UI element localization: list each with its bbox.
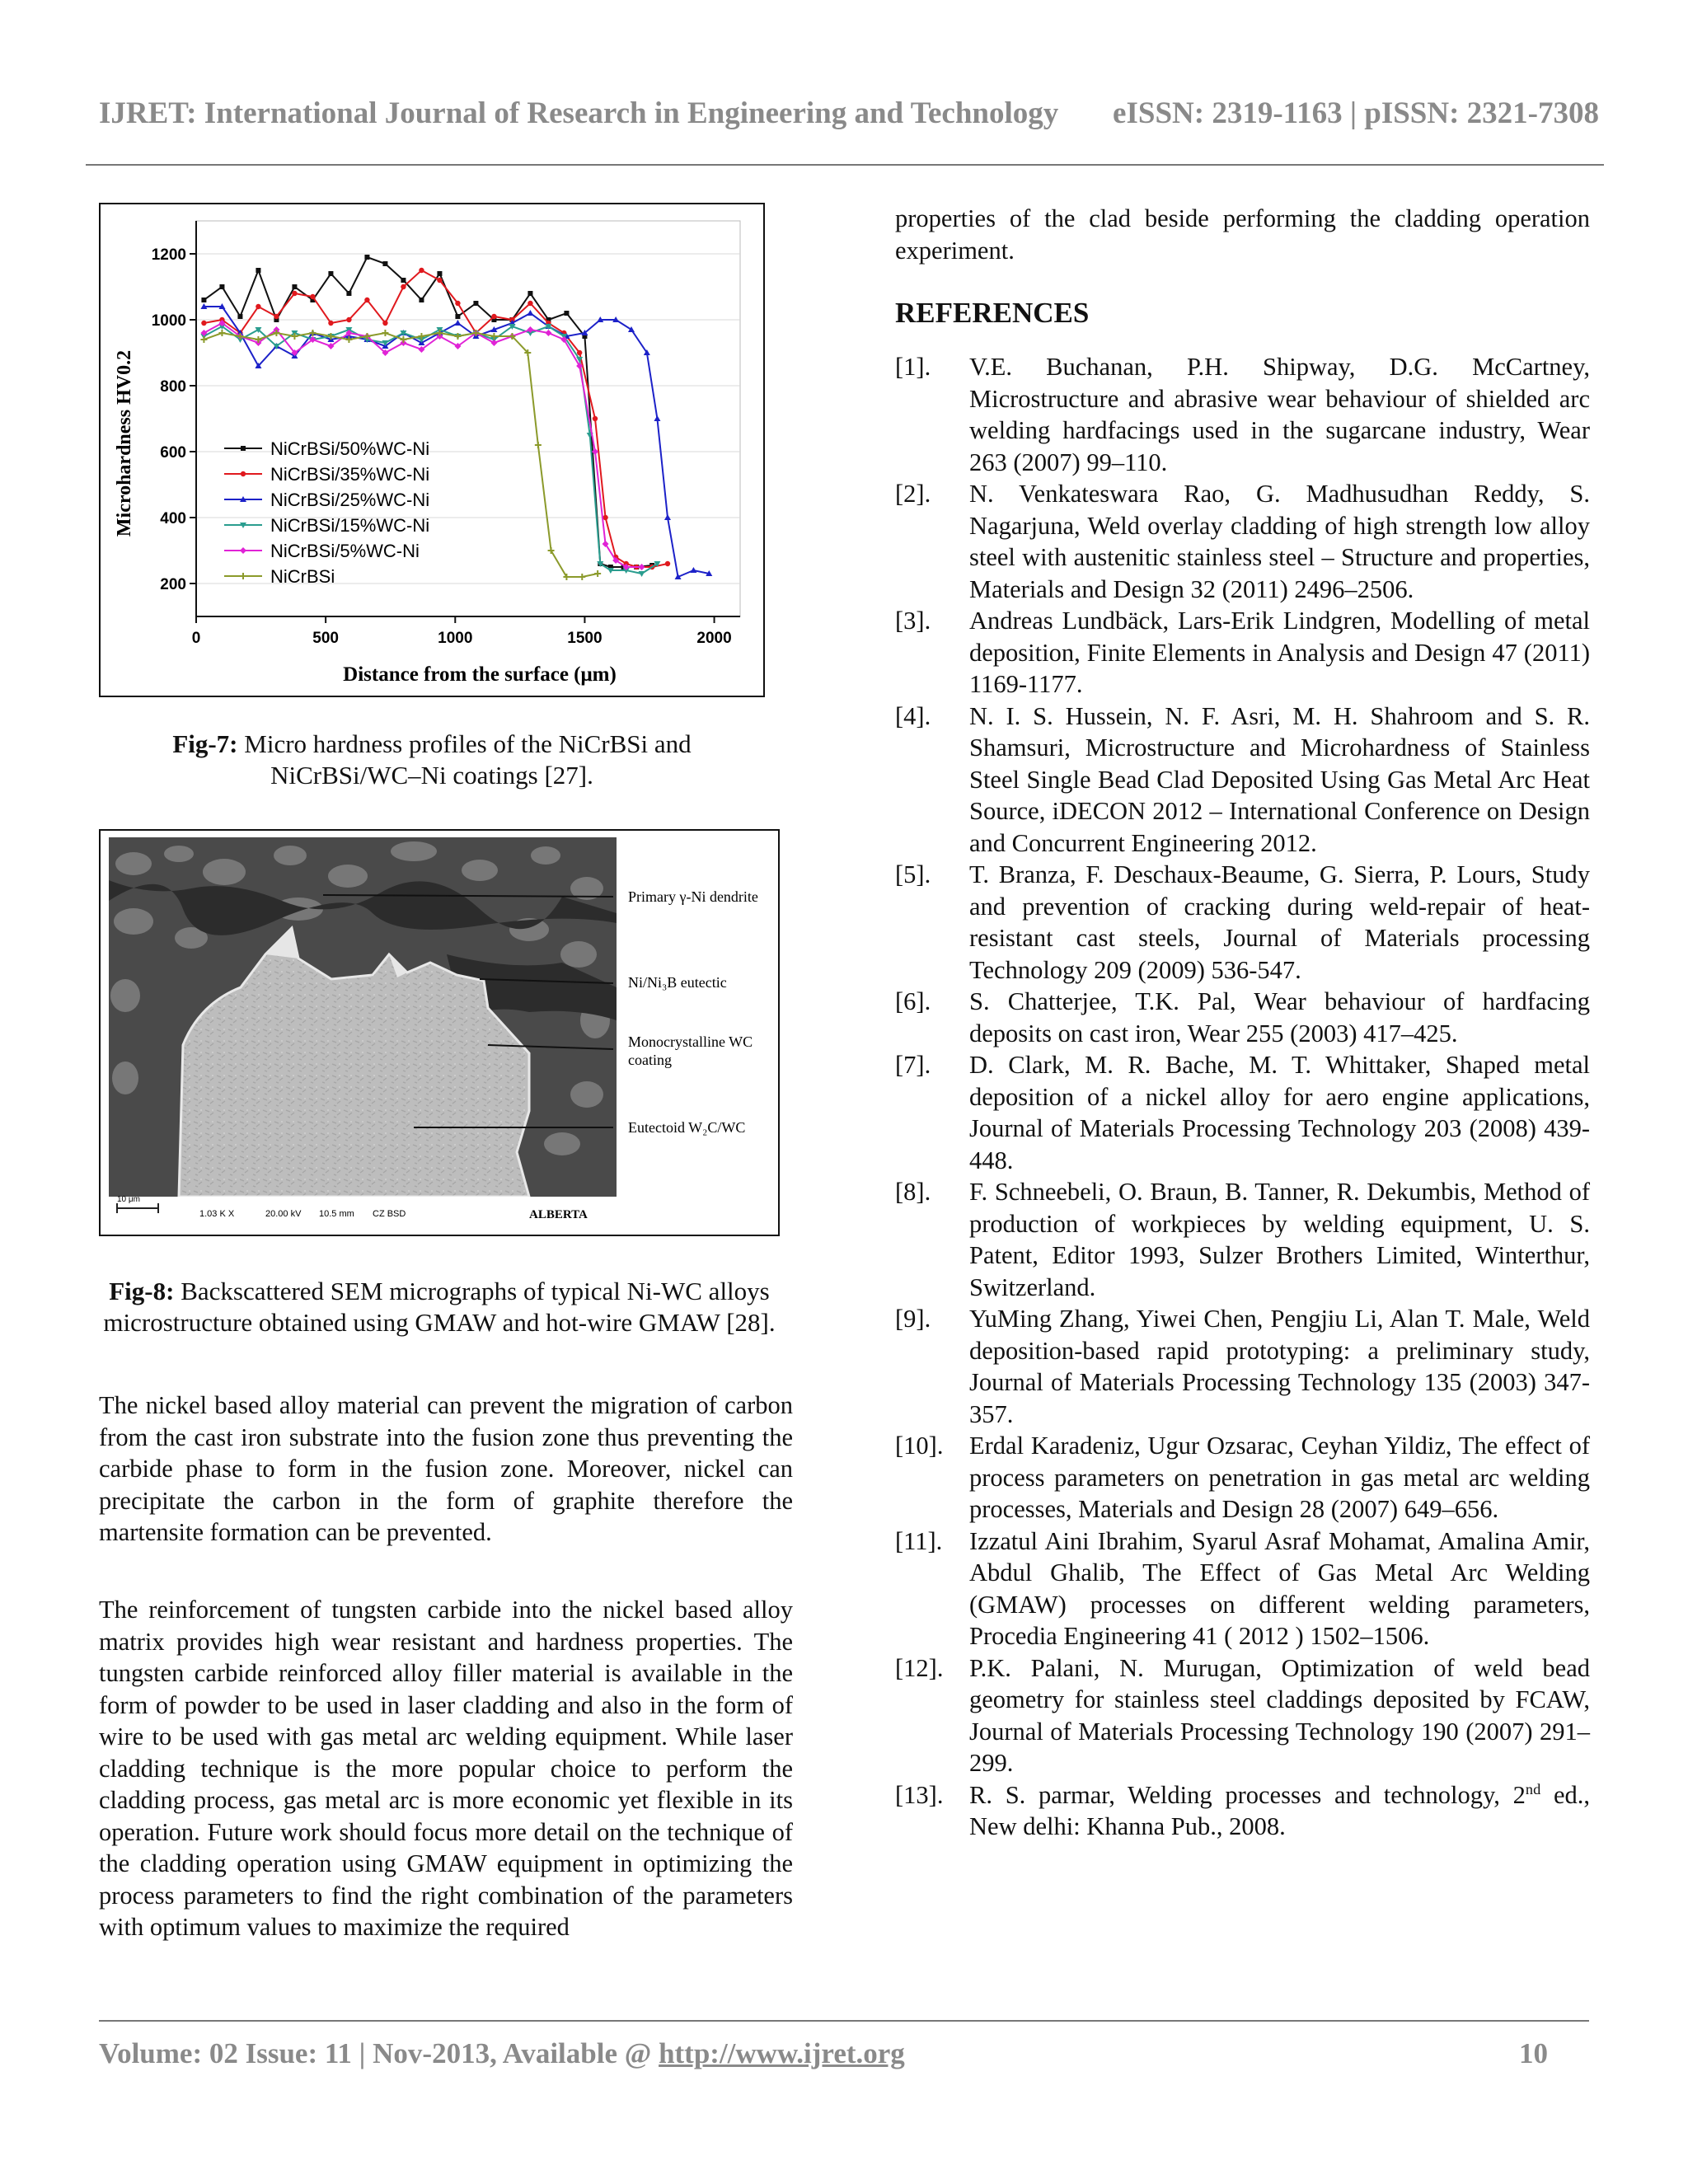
body-paragraph-2: The reinforcement of tungsten carbide into the nickel based alloy matrix provides high wear resistant and hardness properties. The tungsten carbide reinforced alloy filler material is available in the form of powder to be used in laser cladding and also in the form of wire to be used with gas metal arc welding equipment. While laser cladding technique is the more popular choice to perform the cladding process, gas metal arc is more economic yet flexible in its operation. Future work should focus more detail on the technique of the cladding operation using GMAW equipment in optimizing the process parameters to find the right combination of the parameters with optimum values to maximize the required xyxy=(99,1596,793,1941)
reference-item: [5]. T. Branza, F. Deschaux-Beaume, G. Sierra, P. Lours, Study and prevention of cracking during weld-repair of heat-resistant cast steels, Journal of Materials processing Technology 209 (2009) 536-547. xyxy=(895,860,1590,984)
data-point xyxy=(328,321,333,326)
figure-7-caption-text: Micro hardness profiles of the NiCrBSi and NiCrBSi/WC–Ni coatings [27]. xyxy=(237,729,692,790)
data-point xyxy=(346,291,351,296)
data-point xyxy=(528,291,532,296)
figure-7-frame xyxy=(99,203,765,697)
y-tick-label: 400 xyxy=(160,510,186,527)
data-point xyxy=(201,321,206,326)
data-point xyxy=(274,314,279,319)
data-point xyxy=(455,301,460,306)
body-paragraph-1: The nickel based alloy material can prevent the migration of carbon from the cast iron substrate into the fusion zone thus preventing the carbide phase to form in the fusion zone. Moreover, nickel can precipitate the carbon in the form of graphite therefore the martensite formation can be prevented. xyxy=(99,1391,793,1546)
reference-item: [4]. N. I. S. Hussein, N. F. Asri, M. H. Shahroom and S. R. Shamsuri, Microstructure and Microhardness of Stainless Steel Single Bead Clad Deposited Using Gas Metal Arc Heat Source, iDECON 2012 – International Conference on Design and Concurrent Engineering 2012. xyxy=(895,701,1590,857)
figure-8-frame xyxy=(99,829,780,1236)
reference-item: [1]. V.E. Buchanan, P.H. Shipway, D.G. McCartney, Microstructure and abrasive wear behaviour of shielded arc welding hardfacings used in the sugarcane industry, Wear 263 (2007) 99–110. xyxy=(895,353,1590,476)
figure-7-label: Fig-7: xyxy=(172,729,238,758)
page-number: 10 xyxy=(1519,2037,1548,2069)
scale-bar-label: 10 μm xyxy=(117,1195,140,1204)
reference-item: [8]. F. Schneebeli, O. Braun, B. Tanner, R. Dekumbis, Method of production of workpieces by welding equipment, U. S. Patent, Editor 1993, Sulzer Brothers Limited, Winterthur, Switzerland. xyxy=(895,1178,1590,1301)
data-point xyxy=(310,294,315,299)
data-point xyxy=(292,291,297,296)
alberta-logo: ALBERTA xyxy=(529,1208,588,1221)
databar-detector: CZ BSD xyxy=(373,1209,406,1219)
data-point xyxy=(401,278,406,283)
legend-label: NiCrBSi/15%WC-Ni xyxy=(270,515,430,536)
figure-8-caption xyxy=(99,1276,780,1338)
data-point xyxy=(241,471,246,476)
journal-link[interactable]: http://www.ijret.org xyxy=(659,2037,905,2069)
reference-item: [11]. Izzatul Aini Ibrahim, Syarul Asraf Mohamat, Amalina Amir, Abdul Ghalib, The Effect of Gas Metal Arc Welding (GMAW) processes on different welding parameters, Procedia Engineering 41 ( 2012 ) 1502–1506. xyxy=(895,1526,1590,1650)
y-tick-label: 200 xyxy=(160,576,186,593)
data-point xyxy=(256,268,260,273)
legend-label: NiCrBSi/5%WC-Ni xyxy=(270,541,420,561)
data-point xyxy=(437,278,442,283)
y-tick-label: 800 xyxy=(160,378,186,396)
data-point xyxy=(364,255,369,260)
y-tick-label: 600 xyxy=(160,444,186,462)
reference-item: [9]. YuMing Zhang, Yiwei Chen, Pengjiu Li, Alan T. Male, Weld deposition-based rapid prototyping: a preliminary study, Journal of Materials Processing Technology 135 (2003) 347-357. xyxy=(895,1305,1590,1428)
databar-mag: 1.03 K X xyxy=(199,1209,235,1219)
reference-item: [3]. Andreas Lundbäck, Lars-Erik Lindgren, Modelling of metal deposition, Finite Elements in Analysis and Design 47 (2011) 1169-1177. xyxy=(895,607,1590,698)
reference-item: [12]. P.K. Palani, N. Murugan, Optimization of weld bead geometry for stainless steel claddings deposited by FCAW, Journal of Materials Processing Technology 190 (2007) 291–299. xyxy=(895,1653,1590,1777)
data-point xyxy=(401,284,406,289)
y-tick-label: 1000 xyxy=(151,312,186,330)
data-point xyxy=(603,515,607,520)
header-rule xyxy=(86,164,1604,166)
figure-8-label: Fig-8: xyxy=(109,1277,175,1305)
sem-micrograph xyxy=(101,831,778,1235)
references-heading: REFERENCES xyxy=(895,297,1090,329)
data-point xyxy=(528,301,532,306)
data-point xyxy=(665,561,670,566)
reference-item: [6]. S. Chatterjee, T.K. Pal, Wear behaviour of hardfacing deposits on cast iron, Wear 255 (2003) 417–425. xyxy=(895,987,1590,1047)
data-point xyxy=(292,284,297,289)
data-point xyxy=(219,284,224,289)
data-point xyxy=(593,416,598,421)
legend-label: NiCrBSi xyxy=(270,566,335,587)
legend-label: NiCrBSi/50%WC-Ni xyxy=(270,438,430,459)
data-point xyxy=(382,321,387,326)
x-tick-label: 0 xyxy=(191,630,201,647)
x-tick-label: 1000 xyxy=(438,630,473,647)
chart-x-axis-label: Distance from the surface (μm) xyxy=(343,663,617,686)
data-point xyxy=(237,314,242,319)
chart-y-axis-label: Microhardness HV0.2 xyxy=(114,349,135,537)
label-eutectic: Ni/Ni₃B eutectic xyxy=(628,974,727,991)
reference-item: [2]. N. Venkateswara Rao, G. Madhusudhan Reddy, S. Nagarjuna, Weld overlay cladding of high strength low alloy steel with austenitic stainless steel – Structure and properties, Materials and Design 32 (2011) 2496–2506. xyxy=(895,480,1590,603)
legend-label: NiCrBSi/25%WC-Ni xyxy=(270,490,430,510)
figure-8-caption-text: Backscattered SEM micrographs of typical Ni-WC alloys microstructure obtained using GMAW and hot-wire GMAW [28]. xyxy=(103,1277,776,1337)
figure-7-caption xyxy=(99,729,765,791)
running-footer xyxy=(99,2037,1589,2070)
label-eutectoid: Eutectoid W₂C/WC xyxy=(628,1119,746,1136)
data-point xyxy=(455,314,460,319)
data-point xyxy=(201,298,206,302)
databar-wd: 10.5 mm xyxy=(319,1209,354,1219)
data-point xyxy=(419,268,424,273)
journal-title: IJRET: International Journal of Research in Engineering and Technology xyxy=(99,96,1059,130)
data-point xyxy=(577,350,582,355)
issn: eISSN: 2319-1163 | pISSN: 2321-7308 xyxy=(1113,96,1599,130)
data-point xyxy=(437,271,442,276)
data-point xyxy=(473,301,478,306)
data-point xyxy=(564,311,569,316)
reference-item: [10]. Erdal Karadeniz, Ugur Ozsarac, Ceyhan Yildiz, The effect of process parameters on penetration in gas metal arc welding processes, Materials and Design 28 (2007) 649–656. xyxy=(895,1432,1590,1523)
x-tick-label: 500 xyxy=(312,630,339,647)
data-point xyxy=(241,446,246,451)
databar-kv: 20.00 kV xyxy=(265,1209,302,1219)
data-point xyxy=(328,271,333,276)
references-list xyxy=(895,351,1590,1843)
data-point xyxy=(419,298,424,302)
y-tick-label: 1200 xyxy=(151,246,186,264)
reference-item: [7]. D. Clark, M. R. Bache, M. T. Whittaker, Shaped metal deposition of a nickel alloy for aero engine applications, Journal of Materials Processing Technology 203 (2008) 439-448. xyxy=(895,1051,1590,1174)
legend-label: NiCrBSi/35%WC-Ni xyxy=(270,464,430,485)
label-dendrite: Primary γ-Ni dendrite xyxy=(628,888,758,905)
footer-rule xyxy=(99,2020,1589,2022)
label-mono-coating: coating xyxy=(628,1052,672,1068)
data-point xyxy=(364,298,369,302)
data-point xyxy=(382,261,387,266)
data-point xyxy=(346,317,351,322)
reference-item: [13]. R. S. parmar, Welding processes and technology, 2nd ed., New delhi: Khanna Pub., 2008. xyxy=(895,1780,1590,1840)
microhardness-chart xyxy=(101,204,763,696)
x-tick-label: 1500 xyxy=(567,630,603,647)
x-tick-label: 2000 xyxy=(696,630,732,647)
body-paragraph-right: properties of the clad beside performing the cladding operation experiment. xyxy=(895,204,1590,265)
volume-info: Volume: 02 Issue: 11 | Nov-2013, Available @ xyxy=(99,2037,659,2069)
data-point xyxy=(491,314,496,319)
running-header xyxy=(99,96,1599,142)
label-mono-wc: Monocrystalline WC xyxy=(628,1033,753,1050)
data-point xyxy=(256,304,260,309)
